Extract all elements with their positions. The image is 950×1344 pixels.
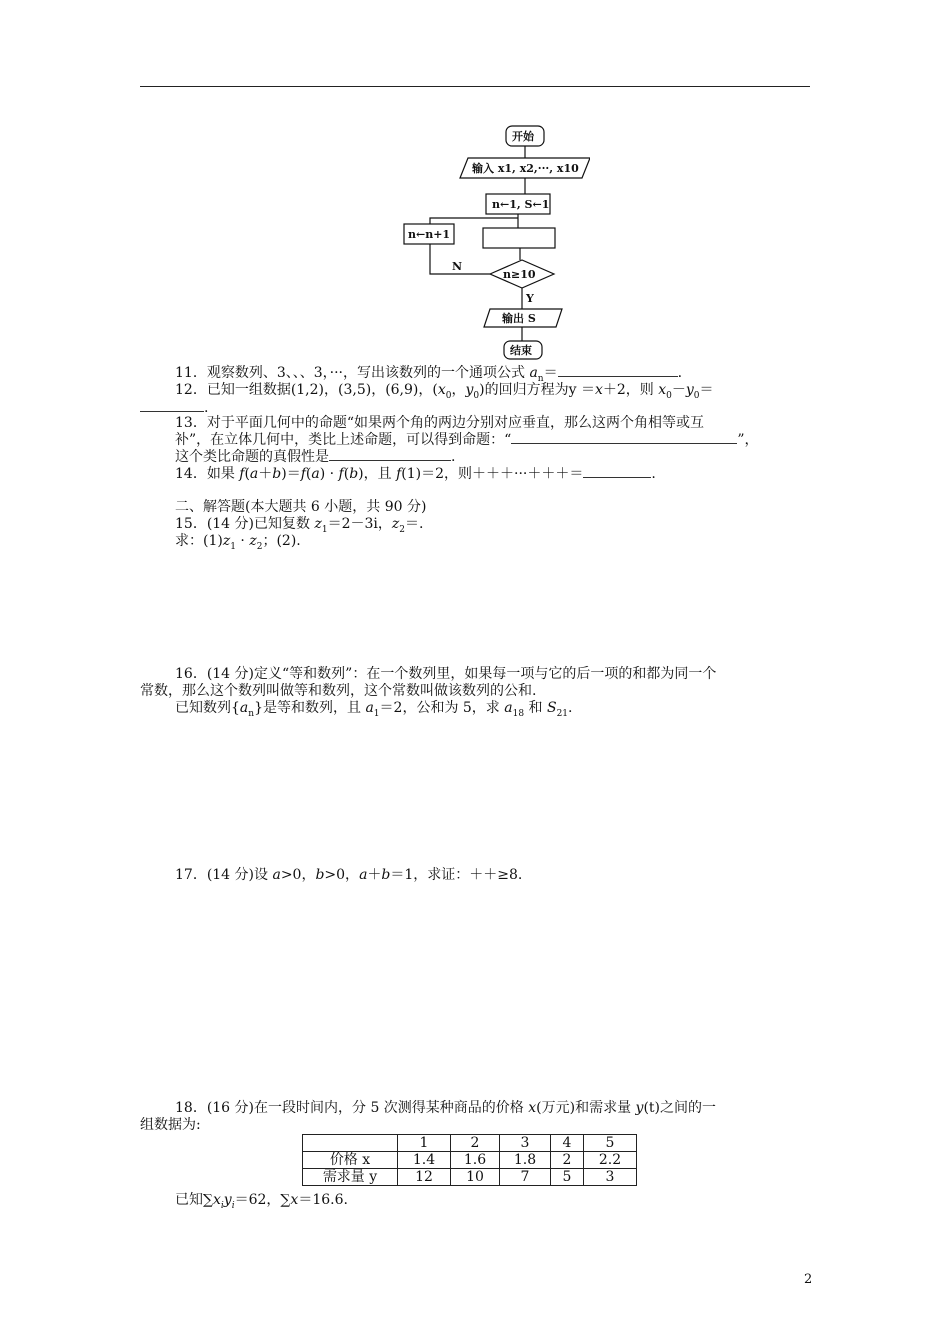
q12-line2: . (140, 399, 208, 417)
header-rule (140, 86, 810, 87)
flow-output-text: 输出 S (502, 312, 536, 325)
section-heading: 二、解答题(本大题共 6 小题，共 90 分) (175, 499, 427, 515)
page-number: 2 (804, 1272, 813, 1287)
flow-no-label: N (452, 260, 463, 273)
flow-start-text: 开始 (512, 130, 534, 143)
q13-line3: 这个类比命题的真假性是 . (175, 449, 456, 465)
table-row: 需求量 y 12 10 7 5 3 (303, 1169, 637, 1186)
q14-line: 14．如果 f(a＋b)＝f(a) · f(b)，且 f(1)＝2，则＋＋＋···＋＋＋＝ . (175, 466, 656, 482)
flowchart (390, 120, 590, 365)
flow-process-box (483, 228, 555, 248)
q11-answer-blank[interactable] (558, 364, 678, 377)
flow-condition-text: n≥10 (503, 268, 536, 281)
flow-increment-text: n←n+1 (408, 228, 451, 241)
q16-line3: 已知数列$\{a_n\}$是等和数列，且 $a_1=2$，公和为 5，求 $a_{18}$ 和 $S_{21}$. (175, 700, 573, 719)
table-row: 1 2 3 4 5 (303, 1135, 637, 1152)
q13-line1: 13．对于平面几何中的命题“如果两个角的两边分别对应垂直，那么这两个角相等或互 (175, 415, 704, 431)
q12-answer-blank[interactable] (140, 399, 204, 412)
table-row: 价格 x 1.4 1.6 1.8 2 2.2 (303, 1152, 637, 1169)
flow-input-text: 输入 x1, x2,···, x10 (472, 162, 579, 175)
q15-line1: 15．(14 分)已知复数 $z_1=2-3i$，$z_2=$. (175, 516, 424, 535)
q17-line: 17．(14 分)设 a>0，b>0，a＋b＝1，求证：＋＋≥8. (175, 867, 523, 883)
data-table (302, 1134, 637, 1186)
q13-truth-blank[interactable] (329, 448, 451, 461)
q16-line2: 常数，那么这个数列叫做等和数列，这个常数叫做该数列的公和. (140, 683, 537, 699)
q13-proposition-blank[interactable] (511, 431, 737, 444)
flow-end-text: 结束 (510, 344, 532, 357)
q18-line1: 18．(16 分)在一段时间内，分 5 次测得某种商品的价格 x(万元)和需求量 y(t)之间的一 (175, 1100, 717, 1116)
q16-line1: 16．(14 分)定义“等和数列”：在一个数列里，如果每一项与它的后一项的和都为同一个 (175, 666, 717, 682)
q18-given: 已知$\sum x_iy_i=62$，∑x＝16.6. (175, 1192, 348, 1211)
q12-line1: 12．已知一组数据(1,2)，(3,5)，(6,9)，($x_0$，$y_0$)的回归方程为y ＝x＋2，则 $x_0-y_0=$ (175, 382, 714, 401)
q11-line: 11．观察数列、3、、、3，···，写出该数列的一个通项公式 $a_n=$ . (175, 365, 683, 384)
q14-answer-blank[interactable] (583, 465, 651, 478)
q18-line2: 组数据为: (140, 1117, 201, 1133)
flow-init-text: n←1, S←1 (492, 198, 550, 211)
flow-yes-label: Y (526, 292, 534, 305)
q13-line2: 补”，在立体几何中，类比上述命题，可以得到命题：“ ”， (175, 432, 759, 448)
q15-line2: 求：$(1)z_1 \cdot z_2$；(2). (175, 533, 301, 552)
